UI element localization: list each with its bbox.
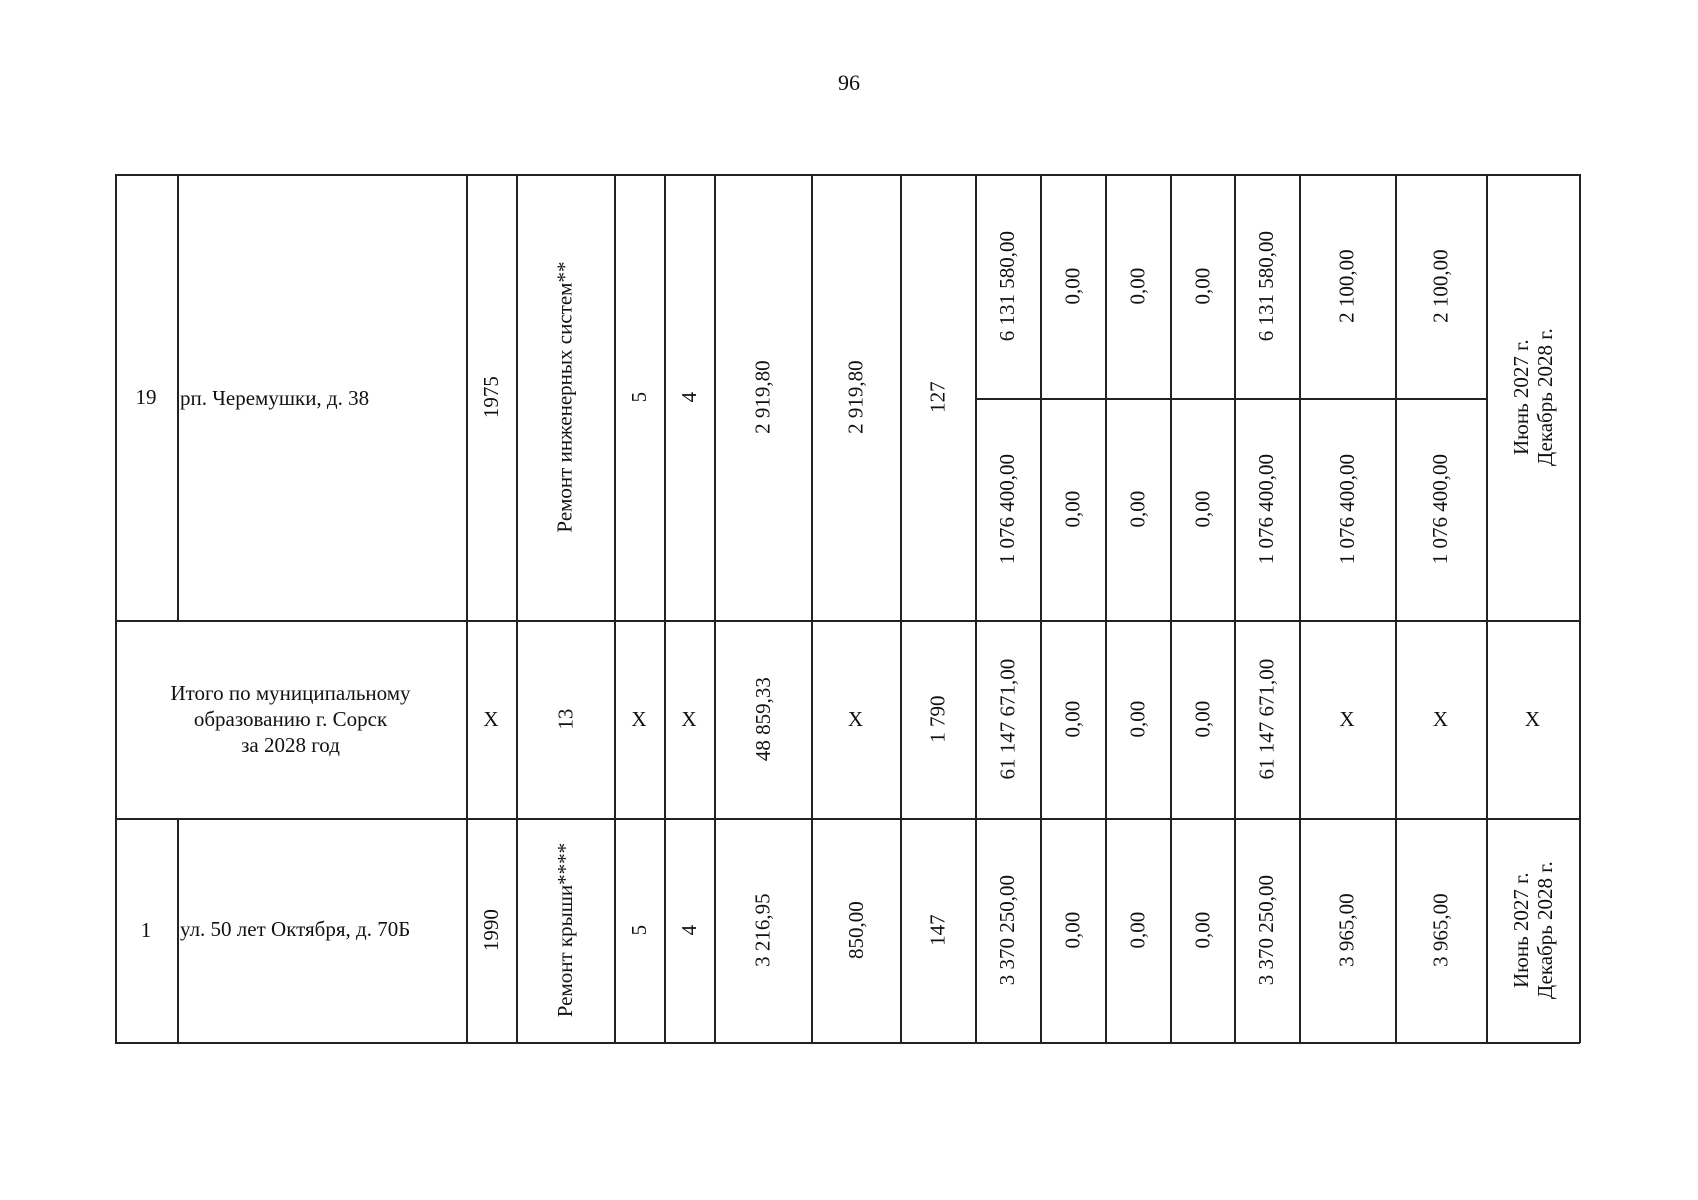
area-living-cell <box>811 620 900 818</box>
residents-cell <box>900 620 975 818</box>
table-border-right <box>1579 174 1581 1043</box>
period: Х <box>1524 706 1541 731</box>
fund-owners-cell <box>1234 818 1299 1042</box>
fund-federal-cell <box>1040 398 1105 620</box>
floors: Х <box>631 706 647 731</box>
column-divider <box>1299 174 1301 1043</box>
area-living: 2 919,80 <box>843 360 868 434</box>
work-count-cell <box>516 620 614 818</box>
fund-federal: 0,00 <box>1060 267 1085 305</box>
year: 1975 <box>478 375 503 418</box>
unit-cost-limit: Х <box>1432 706 1449 731</box>
fund-regional-cell <box>1105 174 1170 398</box>
cost-total: 1 076 400,00 <box>995 453 1020 565</box>
work-type-cell <box>516 174 614 620</box>
period: Июнь 2027 г. Декабрь 2028 г. <box>1508 861 1557 999</box>
fund-regional-cell <box>1105 398 1170 620</box>
residents: 127 <box>925 381 950 413</box>
fund-federal: 0,00 <box>1060 490 1085 528</box>
table-border-top <box>115 174 1580 176</box>
area-total-cell <box>714 818 811 1042</box>
fund-regional: 0,00 <box>1125 911 1150 949</box>
column-divider <box>1234 174 1236 1043</box>
floors: 5 <box>626 924 651 936</box>
period-cell <box>1486 818 1579 1042</box>
fund-local: 0,00 <box>1189 700 1214 738</box>
floors-cell <box>614 620 664 818</box>
entrances: 4 <box>676 391 701 403</box>
total-label-cell <box>115 620 466 818</box>
column-divider <box>1105 174 1107 1043</box>
column-divider <box>1040 174 1042 1043</box>
floors-cell <box>614 818 664 1042</box>
fund-local-cell <box>1170 818 1234 1042</box>
residents: 147 <box>925 914 950 946</box>
unit-cost-limit: 3 965,00 <box>1428 893 1453 967</box>
cost-total: 3 370 250,00 <box>995 874 1020 986</box>
column-divider <box>466 174 468 1043</box>
year-cell <box>466 818 516 1042</box>
cost-total-cell <box>975 818 1040 1042</box>
cost-total: 6 131 580,00 <box>995 230 1020 342</box>
total-label: Итого по муниципальному образованию г. Сорск за 2028 год <box>170 680 411 758</box>
residents-cell <box>900 174 975 620</box>
row-divider <box>115 818 1580 820</box>
column-divider <box>900 174 902 1043</box>
work-type: Ремонт инженерных систем** <box>552 261 577 533</box>
floors-cell <box>614 174 664 620</box>
unit-cost: 1 076 400,00 <box>1334 453 1359 565</box>
table-border-bottom <box>115 1042 1580 1044</box>
table-border-left <box>115 174 117 1043</box>
unit-cost-limit-cell <box>1395 818 1486 1042</box>
column-divider <box>664 174 666 1043</box>
column-divider <box>714 174 716 1043</box>
year: 1990 <box>478 908 503 951</box>
area-living-cell <box>811 174 900 620</box>
address: ул. 50 лет Октября, д. 70Б <box>180 917 411 941</box>
page-number: 96 <box>838 70 860 95</box>
entrances: Х <box>681 706 697 731</box>
fund-local: 0,00 <box>1189 911 1214 949</box>
fund-owners-cell <box>1234 398 1299 620</box>
area-total: 2 919,80 <box>750 360 775 434</box>
area-total: 3 216,95 <box>750 893 775 967</box>
fund-local-cell <box>1170 174 1234 398</box>
column-divider <box>177 174 179 620</box>
entrances-cell <box>664 818 714 1042</box>
unit-cost-cell <box>1299 174 1395 398</box>
area-total-cell <box>714 174 811 620</box>
unit-cost: Х <box>1339 706 1355 731</box>
area-living: 850,00 <box>843 901 868 959</box>
fund-federal: 0,00 <box>1060 700 1085 738</box>
fund-federal: 0,00 <box>1060 911 1085 949</box>
row-number-cell <box>115 174 177 620</box>
fund-owners: 3 370 250,00 <box>1254 874 1279 986</box>
unit-cost-limit: 2 100,00 <box>1428 249 1453 323</box>
fund-federal-cell <box>1040 620 1105 818</box>
area-living-cell <box>811 818 900 1042</box>
unit-cost-limit: 1 076 400,00 <box>1428 453 1453 565</box>
area-total-cell <box>714 620 811 818</box>
row-number: 1 <box>140 917 152 942</box>
cost-total-cell <box>975 398 1040 620</box>
column-divider <box>975 174 977 1043</box>
fund-regional: 0,00 <box>1125 700 1150 738</box>
column-divider <box>1395 174 1397 1043</box>
unit-cost-cell <box>1299 818 1395 1042</box>
fund-owners: 6 131 580,00 <box>1254 230 1279 342</box>
fund-regional-cell <box>1105 620 1170 818</box>
unit-cost-limit-cell <box>1395 174 1486 398</box>
period: Июнь 2027 г. Декабрь 2028 г. <box>1508 328 1557 466</box>
work-type-cell <box>516 818 614 1042</box>
work-type: Ремонт крыши**** <box>552 842 577 1018</box>
fund-federal-cell <box>1040 818 1105 1042</box>
unit-cost: 2 100,00 <box>1334 249 1359 323</box>
year: Х <box>483 706 499 731</box>
period-cell <box>1486 174 1579 620</box>
fund-local-cell <box>1170 620 1234 818</box>
column-divider <box>811 174 813 1043</box>
fund-local-cell <box>1170 398 1234 620</box>
column-divider <box>516 174 518 1043</box>
fund-federal-cell <box>1040 174 1105 398</box>
unit-cost: 3 965,00 <box>1334 893 1359 967</box>
cell-split-divider <box>975 398 1486 400</box>
fund-owners-cell <box>1234 620 1299 818</box>
column-divider <box>177 818 179 1042</box>
fund-regional: 0,00 <box>1125 490 1150 528</box>
floors: 5 <box>626 391 651 403</box>
unit-cost-limit-cell <box>1395 620 1486 818</box>
row-divider <box>115 620 1580 622</box>
fund-owners: 61 147 671,00 <box>1254 658 1279 780</box>
fund-local: 0,00 <box>1189 267 1214 305</box>
address: рп. Черемушки, д. 38 <box>180 386 370 410</box>
entrances-cell <box>664 620 714 818</box>
fund-regional: 0,00 <box>1125 267 1150 305</box>
period-cell <box>1486 620 1579 818</box>
entrances: 4 <box>676 924 701 936</box>
residents-cell <box>900 818 975 1042</box>
fund-owners-cell <box>1234 174 1299 398</box>
row-number-cell <box>115 818 177 1042</box>
year-cell <box>466 620 516 818</box>
residents: 1 790 <box>925 695 950 743</box>
cost-total-cell <box>975 174 1040 398</box>
cost-total: 61 147 671,00 <box>995 658 1020 780</box>
year-cell <box>466 174 516 620</box>
unit-cost-limit-cell <box>1395 398 1486 620</box>
unit-cost-cell <box>1299 620 1395 818</box>
fund-owners: 1 076 400,00 <box>1254 453 1279 565</box>
area-total: 48 859,33 <box>750 676 775 761</box>
area-living: Х <box>847 706 864 731</box>
entrances-cell <box>664 174 714 620</box>
work-count: 13 <box>552 708 577 730</box>
fund-local: 0,00 <box>1189 490 1214 528</box>
fund-regional-cell <box>1105 818 1170 1042</box>
cost-total-cell <box>975 620 1040 818</box>
column-divider <box>1170 174 1172 1043</box>
row-number: 19 <box>135 384 157 409</box>
column-divider <box>1486 174 1488 1043</box>
column-divider <box>614 174 616 1043</box>
unit-cost-cell <box>1299 398 1395 620</box>
